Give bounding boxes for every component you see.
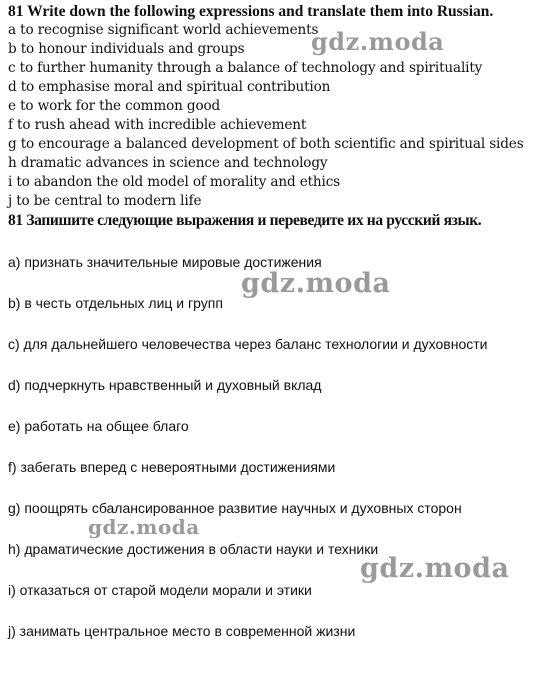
russian-item-e: e) работать на общее благо <box>8 418 189 434</box>
watermark-middle: gdz.moda <box>241 268 391 299</box>
russian-item-f: f) забегать вперед с невероятными достижениями <box>8 459 336 475</box>
russian-item-d: d) подчеркнуть нравственный и духовный вклад <box>8 377 322 393</box>
watermark-lower-left: gdz.moda <box>88 515 200 539</box>
english-item-h: h dramatic advances in science and technology <box>8 155 328 171</box>
russian-item-a: a) признать значительные мировые достижения <box>8 254 322 270</box>
english-item-f: f to rush ahead with incredible achievement <box>8 117 307 133</box>
russian-heading: 81 Запишите следующие выражения и переведите их на русский язык. <box>8 212 482 229</box>
english-item-i: i to abandon the old model of morality and ethics <box>8 174 340 190</box>
english-item-d: d to emphasise moral and spiritual contribution <box>8 79 331 95</box>
watermark-lower-right: gdz.moda <box>360 553 510 584</box>
english-item-b: b to honour individuals and groups <box>8 41 245 57</box>
russian-item-c: c) для дальнейшего человечества через баланс технологии и духовности <box>8 336 488 352</box>
english-expressions-list <box>8 21 524 211</box>
english-item-g: g to encourage a balanced development of both scientific and spiritual sides <box>8 136 524 152</box>
russian-item-g: g) поощрять сбалансированное развитие научных и духовных сторон <box>8 500 462 516</box>
english-item-j: j to be central to modern life <box>8 193 202 209</box>
english-item-a: a to recognise significant world achievements <box>8 22 319 38</box>
russian-item-i: i) отказаться от старой модели морали и этики <box>8 582 312 598</box>
english-item-e: e to work for the common good <box>8 98 221 114</box>
english-item-c: c to further humanity through a balance of technology and spirituality <box>8 60 483 76</box>
watermark-top: gdz.moda <box>311 27 445 56</box>
english-heading: 81 Write down the following expressions and translate them into Russian. <box>8 3 494 20</box>
russian-translations-list <box>8 252 488 662</box>
russian-item-b: b) в честь отдельных лиц и групп <box>8 295 223 311</box>
russian-item-h: h) драматические достижения в области науки и техники <box>8 541 379 557</box>
russian-item-j: j) занимать центральное место в современной жизни <box>8 623 356 639</box>
